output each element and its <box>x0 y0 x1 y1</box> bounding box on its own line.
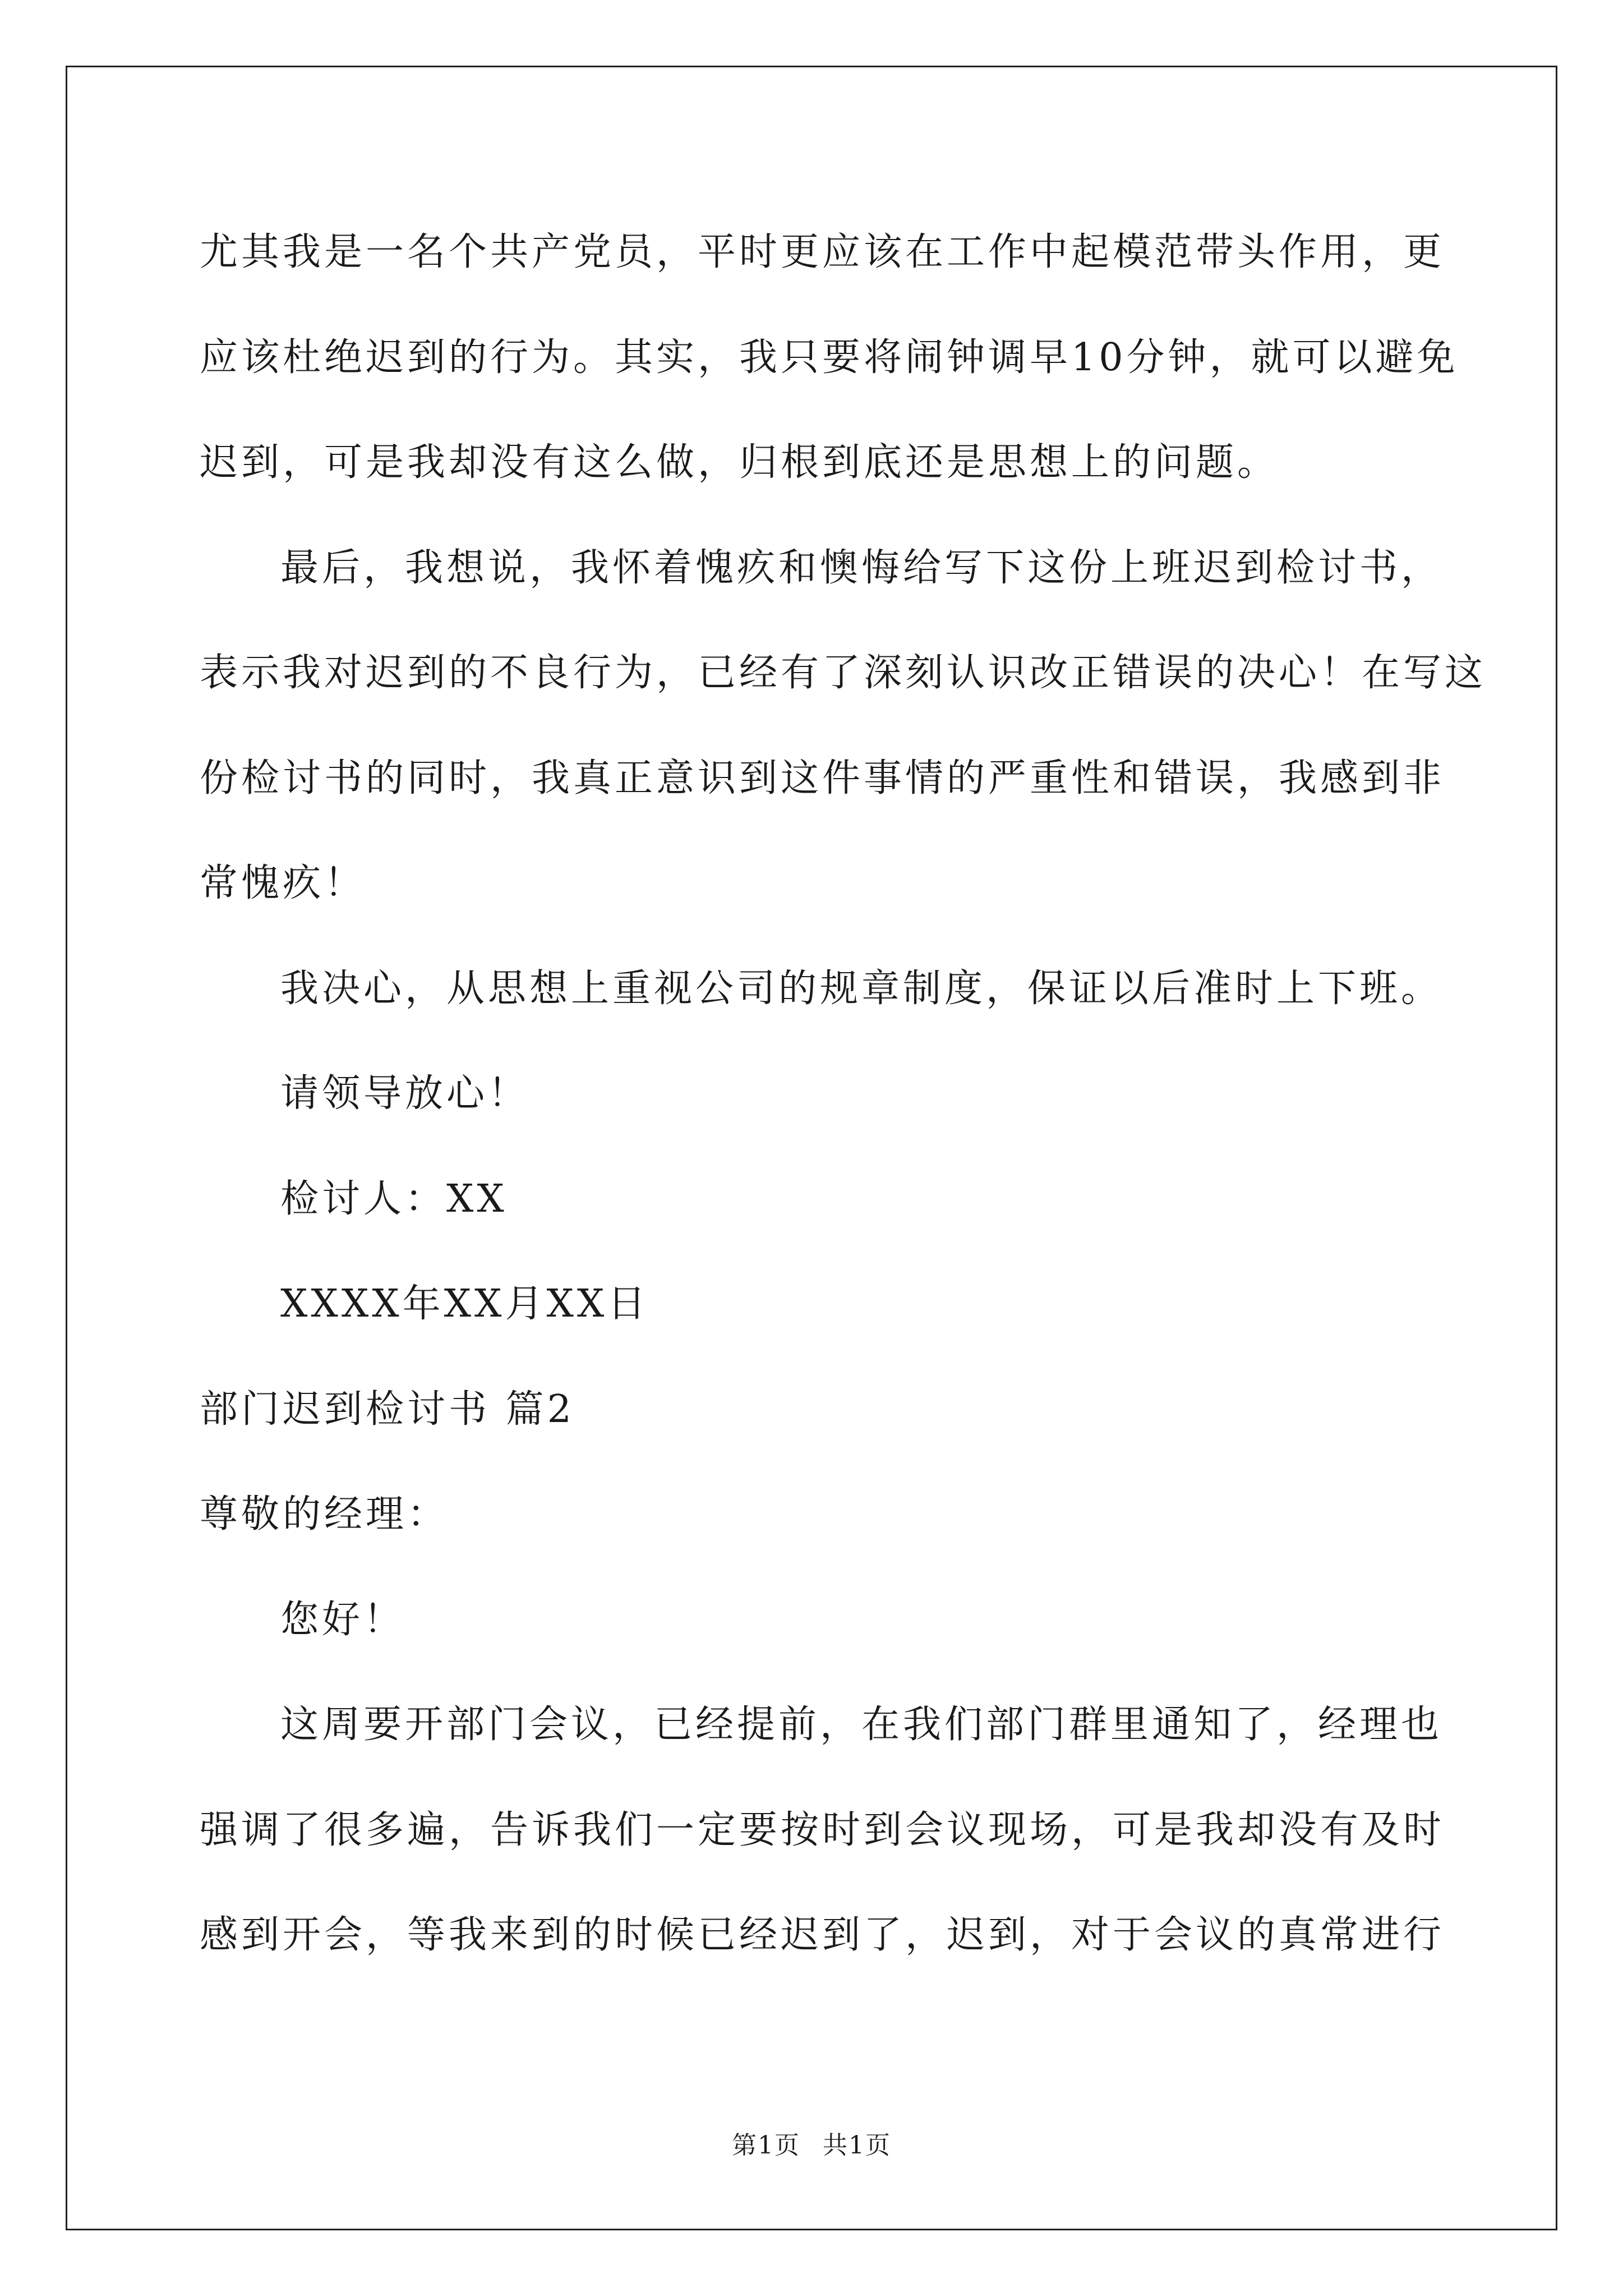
paragraph-line: 感到开会，等我来到的时候已经迟到了，迟到，对于会议的真常进行 <box>200 1913 1445 1957</box>
section-heading: 部门迟到检讨书 篇2 <box>200 1387 575 1432</box>
greeting: 您好！ <box>280 1598 405 1642</box>
paragraph-line: 常愧疚！ <box>200 861 366 905</box>
paragraph-line: 应该杜绝迟到的行为。其实，我只要将闹钟调早10分钟，就可以避免 <box>200 335 1459 380</box>
date-line: XXXX年XX月XX日 <box>280 1282 649 1326</box>
signature-line: 检讨人：XX <box>280 1177 508 1221</box>
page-footer <box>0 2129 1623 2162</box>
paragraph-line: 强调了很多遍，告诉我们一定要按时到会议现场，可是我却没有及时 <box>200 1808 1445 1852</box>
paragraph-line: 我决心，从思想上重视公司的规章制度，保证以后准时上下班。 <box>280 967 1443 1011</box>
page-total: 共1页 <box>823 2131 891 2160</box>
page-frame <box>66 66 1557 2230</box>
paragraph-line: 份检讨书的同时，我真正意识到这件事情的严重性和错误，我感到非 <box>200 756 1445 800</box>
paragraph-line: 这周要开部门会议，已经提前，在我们部门群里通知了，经理也 <box>280 1703 1443 1747</box>
paragraph-line: 尤其我是一名个共产党员，平时更应该在工作中起模范带头作用，更 <box>200 230 1445 274</box>
salutation: 尊敬的经理： <box>200 1492 449 1536</box>
paragraph-line: 最后，我想说，我怀着愧疚和懊悔给写下这份上班迟到检讨书， <box>280 546 1443 590</box>
paragraph-line: 表示我对迟到的不良行为，已经有了深刻认识改正错误的决心！在写这 <box>200 651 1487 695</box>
closing-line: 请领导放心！ <box>280 1071 530 1116</box>
page-number: 第1页 <box>732 2131 800 2160</box>
paragraph-line: 迟到，可是我却没有这么做，归根到底还是思想上的问题。 <box>200 440 1279 485</box>
